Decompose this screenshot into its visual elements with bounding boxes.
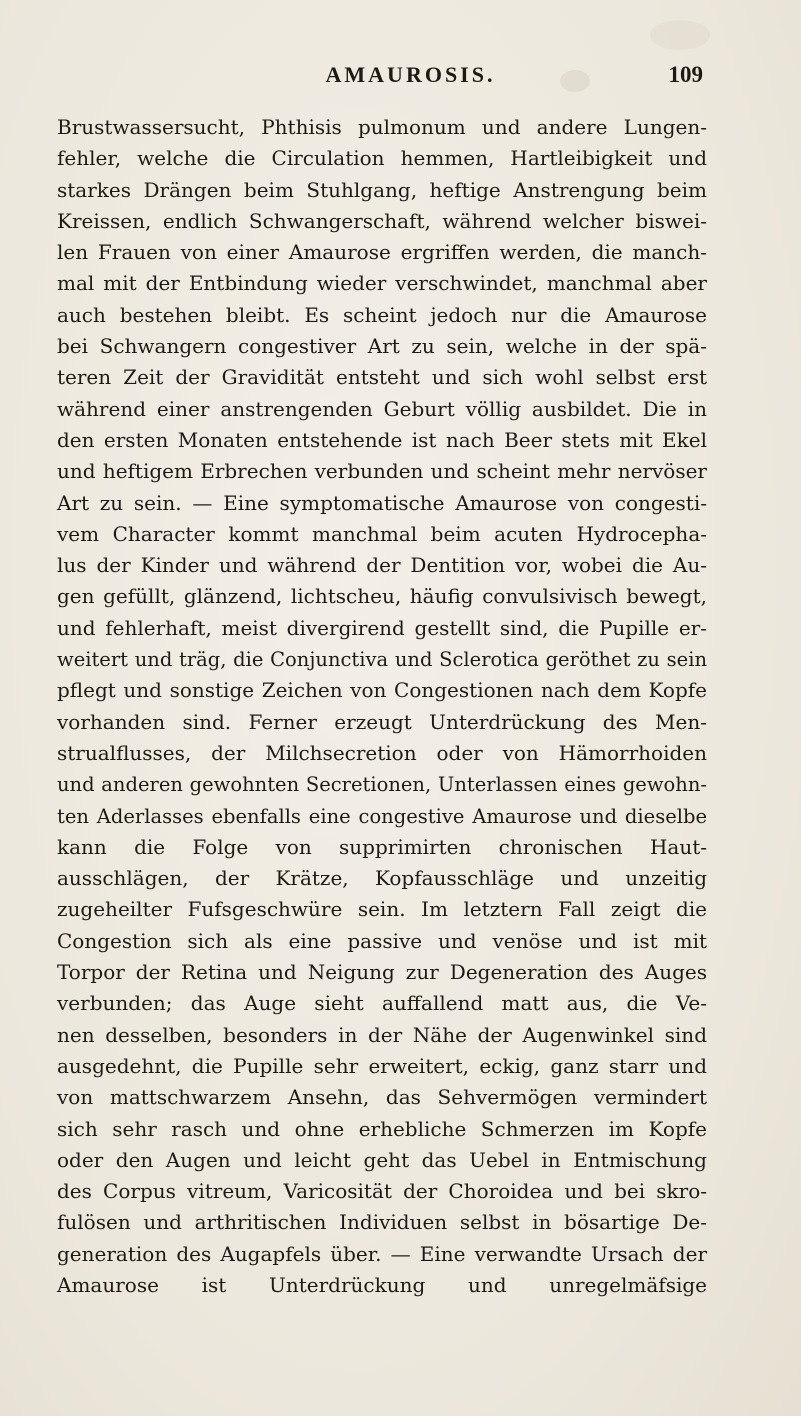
text-line: Congestion sich als eine passive und venöse und ist mit [57,928,707,953]
page-header [118,62,703,96]
text-line: ausschlägen, der Krätze, Kopfausschläge und unzeitig [57,866,707,891]
text-line: strualflusses, der Milchsecretion oder von Hämorrhoiden [57,740,707,765]
text-line: ten Aderlasses ebenfalls eine congestive Amaurose und dieselbe [57,804,707,828]
text-line: Torpor der Retina und Neigung zur Degeneration des Auges [57,960,707,985]
text-line: während einer anstrengenden Geburt völlig ausbildet. Die in [57,396,707,421]
text-line: pflegt und sonstige Zeichen von Congestionen nach dem Kopfe [57,678,707,703]
text-line: auch bestehen bleibt. Es scheint jedoch nur die Amaurose [57,302,707,327]
text-line: zugeheilter Fufsgeschwüre sein. Im letztern Fall zeigt die [57,897,707,922]
text-line: Amaurose ist Unterdrückung und unregelmäfsige [57,1272,707,1297]
text-line: vem Character kommt manchmal beim acuten Hydrocepha- [57,521,707,546]
text-line: oder den Augen und leicht geht das Uebel in Entmischung [57,1147,707,1172]
text-line: Brustwassersucht, Phthisis pulmonum und andere Lungen- [57,115,707,139]
text-line: verbunden; das Auge sieht auffallend matt aus, die Ve- [57,991,707,1016]
text-line: nen desselben, besonders in der Nähe der Augenwinkel sind [57,1022,707,1047]
text-line: starkes Drängen beim Stuhlgang, heftige Anstrengung beim [57,177,707,202]
text-line: und heftigem Erbrechen verbunden und scheint mehr nervöser [57,459,707,484]
text-line: Kreissen, endlich Schwangerschaft, während welcher biswei- [57,208,707,233]
text-line: teren Zeit der Gravidität entsteht und sich wohl selbst erst [57,365,707,390]
text-line: kann die Folge von supprimirten chronischen Haut- [57,834,707,859]
text-line: gen gefüllt, glänzend, lichtscheu, häufig convulsivisch bewegt, [57,584,707,609]
text-line: und fehlerhaft, meist divergirend gestellt sind, die Pupille er- [57,615,707,640]
page-number: 109 [668,62,703,87]
text-line: len Frauen von einer Amaurose ergriffen werden, die manch- [57,240,707,265]
text-line: Art zu sein. — Eine symptomatische Amaurose von congesti- [57,490,707,515]
text-line: von mattschwarzem Ansehn, das Sehvermögen vermindert [57,1085,707,1110]
text-line: ausgedehnt, die Pupille sehr erweitert, eckig, ganz starr und [57,1053,707,1078]
text-line: des Corpus vitreum, Varicosität der Choroidea und bei skro- [57,1179,707,1204]
text-line: den ersten Monaten entstehende ist nach Beer stets mit Ekel [57,427,707,452]
text-line: generation des Augapfels über. — Eine verwandte Ursach der [57,1241,707,1266]
text-line: lus der Kinder und während der Dentition vor, wobei die Au- [57,553,707,578]
body-text [57,112,707,1301]
text-line: vorhanden sind. Ferner erzeugt Unterdrückung des Men- [57,709,707,734]
text-line: und anderen gewohnten Secretionen, Unterlassen eines gewohn- [57,773,707,797]
text-line: mal mit der Entbindung wieder verschwindet, manchmal aber [57,271,707,296]
paper-stain [650,20,710,50]
text-line: fehler, welche die Circulation hemmen, Hartleibigkeit und [57,146,707,171]
text-line: fulösen und arthritischen Individuen selbst in bösartige De- [57,1210,707,1235]
text-line: bei Schwangern congestiver Art zu sein, welche in der spä- [57,334,707,359]
running-title: AMAUROSIS. [325,62,496,87]
text-line: weitert und träg, die Conjunctiva und Sclerotica geröthet zu sein [57,648,707,672]
text-line: sich sehr rasch und ohne erhebliche Schmerzen im Kopfe [57,1116,707,1141]
